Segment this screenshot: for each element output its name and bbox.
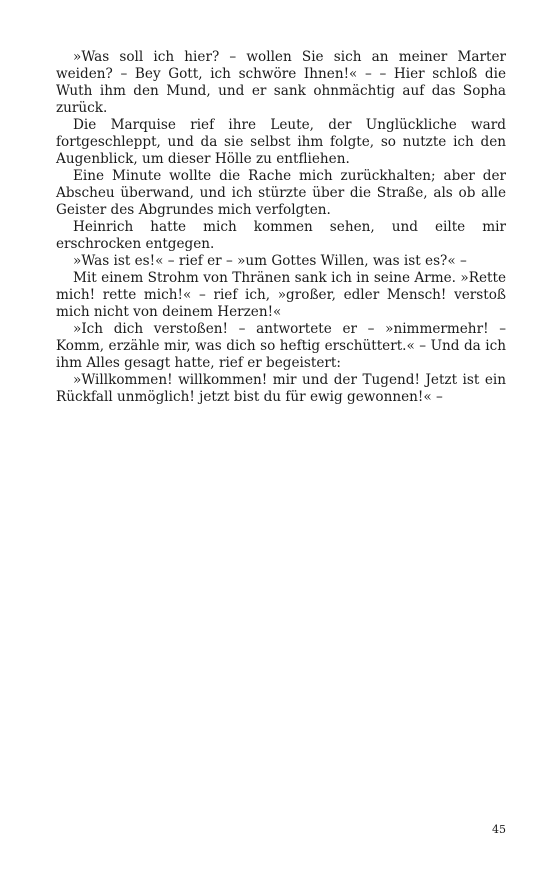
page-number: 45: [492, 823, 506, 836]
paragraph-1: »Was soll ich hier? – wollen Sie sich an meiner Marter weiden? – Bey Gott, ich schwöre Ihnen!« – – Hier schloß die Wuth ihm den Mund, und er sank ohnmächtig auf das Sopha zurück.: [56, 49, 506, 116]
paragraph-6: Mit einem Strohm von Thränen sank ich in seine Arme. »Rette mich! rette mich!« – rief ich, »großer, edler Mensch! verstoß mich nicht von deinem Herzen!«: [56, 270, 506, 320]
paragraph-3: Eine Minute wollte die Rache mich zurückhalten; aber der Abscheu überwand, und ich stürzte über die Straße, als ob alle Geister des Abgrundes mich verfolgten.: [56, 168, 506, 218]
body-text: [56, 49, 506, 406]
paragraph-4: Heinrich hatte mich kommen sehen, und eilte mir erschrocken entgegen.: [56, 219, 506, 252]
paragraph-7: »Ich dich verstoßen! – antwortete er – »nimmermehr! – Komm, erzähle mir, was dich so heftig erschüttert.« – Und da ich ihm Alles gesagt hatte, rief er begeistert:: [56, 321, 506, 371]
paragraph-2: Die Marquise rief ihre Leute, der Unglückliche ward fortgeschleppt, und da sie selbst ihm folgte, so nutzte ich den Augenblick, um dieser Hölle zu entfliehen.: [56, 117, 506, 167]
paragraph-5: »Was ist es!« – rief er – »um Gottes Willen, was ist es?« –: [73, 253, 467, 269]
paragraph-8: »Willkommen! willkommen! mir und der Tugend! Jetzt ist ein Rückfall unmöglich! jetzt bist du für ewig gewonnen!« –: [56, 372, 506, 405]
